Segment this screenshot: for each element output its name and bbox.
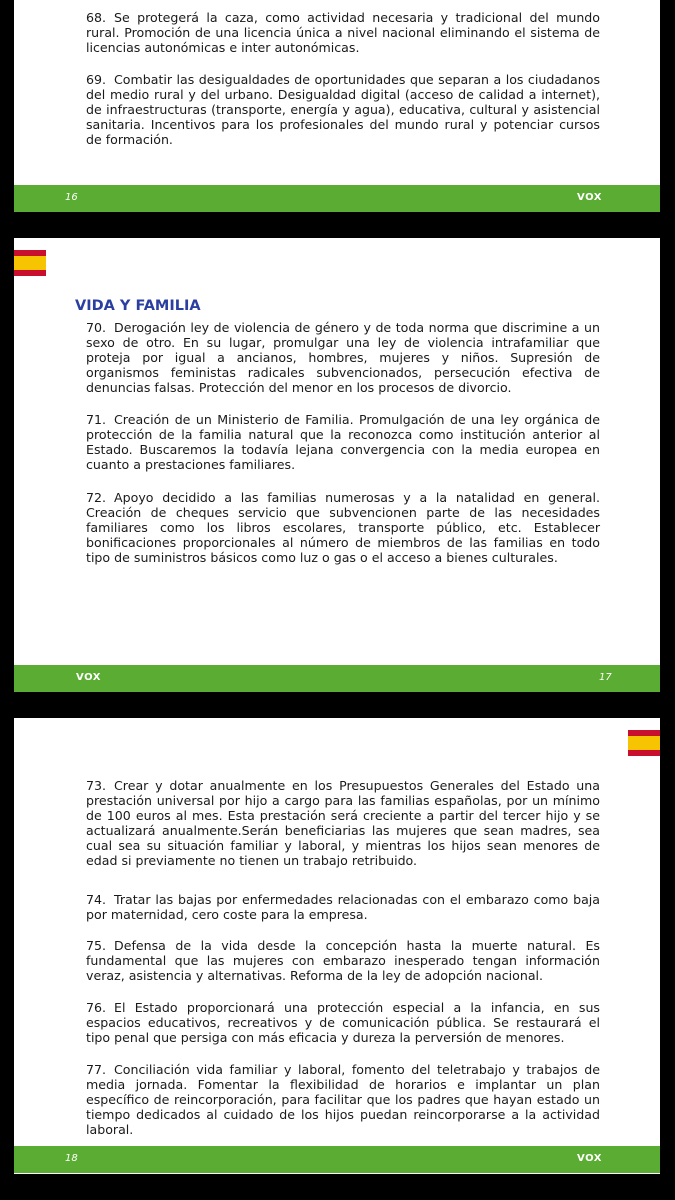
vox-logo: VOX bbox=[577, 192, 602, 203]
item-text: Apoyo decidido a las familias numerosas y a la natalidad en general. Creación de cheques servicio que subvencionen parte de las necesidades familiares como los libros escolares, transporte público, etc. Establecer bonificaciones proporcionales al número de miembros de las familias en todo tipo de suministros básicos como luz o gas o el acceso a bienes culturales. bbox=[86, 490, 600, 566]
item-number: 73. bbox=[86, 778, 107, 793]
item-number: 71. bbox=[86, 412, 107, 427]
page-17 bbox=[14, 238, 660, 692]
item-number: 76. bbox=[86, 1000, 107, 1015]
section-title: VIDA Y FAMILIA bbox=[75, 298, 201, 314]
vox-logo: VOX bbox=[577, 1153, 602, 1164]
item-number: 70. bbox=[86, 320, 107, 335]
item-text: Tratar las bajas por enfermedades relacionadas con el embarazo como baja por maternidad, cero coste para la empresa. bbox=[86, 892, 600, 923]
item-text: Creación de un Ministerio de Familia. Promulgación de una ley orgánica de protección de la familia natural que la reconozca como institución anterior al Estado. Buscaremos la todavía lejana convergencia con la media europea en cuanto a prestaciones familiares. bbox=[86, 412, 600, 473]
page-number: 16 bbox=[65, 192, 78, 203]
item-text: El Estado proporcionará una protección especial a la infancia, en sus espacios educativos, recreativos y de comunicación pública. Se restaurará el tipo penal que persiga con más eficacia y dureza la perversión de menores. bbox=[86, 1000, 600, 1046]
list-item bbox=[86, 778, 600, 869]
list-item bbox=[86, 1000, 600, 1045]
page-16 bbox=[14, 0, 660, 212]
item-text: Conciliación vida familiar y laboral, fomento del teletrabajo y trabajos de media jornada. Fomentar la flexibilidad de horarios e implantar un plan específico de reincorporación, para facilitar que los padres que hayan estado un tiempo dedicados al cuidado de los hijos puedan reincorporarse a la actividad laboral. bbox=[86, 1062, 600, 1138]
item-number: 68. bbox=[86, 10, 107, 25]
list-item bbox=[86, 320, 600, 395]
vox-logo: VOX bbox=[76, 672, 101, 683]
item-number: 75. bbox=[86, 938, 107, 953]
list-item bbox=[86, 1062, 600, 1137]
list-item bbox=[86, 892, 600, 922]
item-text: Crear y dotar anualmente en los Presupuestos Generales del Estado una prestación universal por hijo a cargo para las familias españolas, por un mínimo de 100 euros al mes. Esta prestación será creciente a partir del tercer hijo y se actualizará anualmente.Serán beneficiarias las mujeres que sean madres, sea cual sea su situación familiar y laboral, y mientras los hijos sean menores de edad si previamente no tienen un trabajo retribuido. bbox=[86, 778, 600, 869]
page-18 bbox=[14, 718, 660, 1174]
page-footer bbox=[14, 185, 660, 212]
item-number: 72. bbox=[86, 490, 107, 505]
page-footer bbox=[14, 665, 660, 692]
spain-flag-icon bbox=[14, 250, 46, 276]
item-number: 74. bbox=[86, 892, 107, 907]
list-item bbox=[86, 938, 600, 983]
item-text: Se protegerá la caza, como actividad necesaria y tradicional del mundo rural. Promoción de una licencia única a nivel nacional eliminando el sistema de licencias autonómicas e inter autonómicas. bbox=[86, 10, 600, 56]
list-item bbox=[86, 72, 600, 147]
list-item bbox=[86, 412, 600, 472]
page-footer bbox=[14, 1146, 660, 1173]
list-item bbox=[86, 10, 600, 55]
item-text: Defensa de la vida desde la concepción hasta la muerte natural. Es fundamental que las mujeres con embarazo inesperado tengan información veraz, asistencia y alternativas. Reforma de la ley de adopción nacional. bbox=[86, 938, 600, 984]
page-number: 18 bbox=[65, 1153, 78, 1164]
list-item bbox=[86, 490, 600, 565]
item-number: 77. bbox=[86, 1062, 107, 1077]
item-number: 69. bbox=[86, 72, 107, 87]
spain-flag-icon bbox=[628, 730, 660, 756]
page-number: 17 bbox=[599, 672, 612, 683]
item-text: Combatir las desigualdades de oportunidades que separan a los ciudadanos del medio rural y del urbano. Desigualdad digital (acceso de calidad a internet), de infraestructuras (transporte, energía y agua), educativa, cultural y asistencial sanitaria. Incentivos para los profesionales del mundo rural y potenciar cursos de formación. bbox=[86, 72, 600, 148]
item-text: Derogación ley de violencia de género y de toda norma que discrimine a un sexo de otro. En su lugar, promulgar una ley de violencia intrafamiliar que proteja por igual a ancianos, hombres, mujeres y niños. Supresión de organismos feministas radicales subvencionados, persecución efectiva de denuncias falsas. Protección del menor en los procesos de divorcio. bbox=[86, 320, 600, 396]
